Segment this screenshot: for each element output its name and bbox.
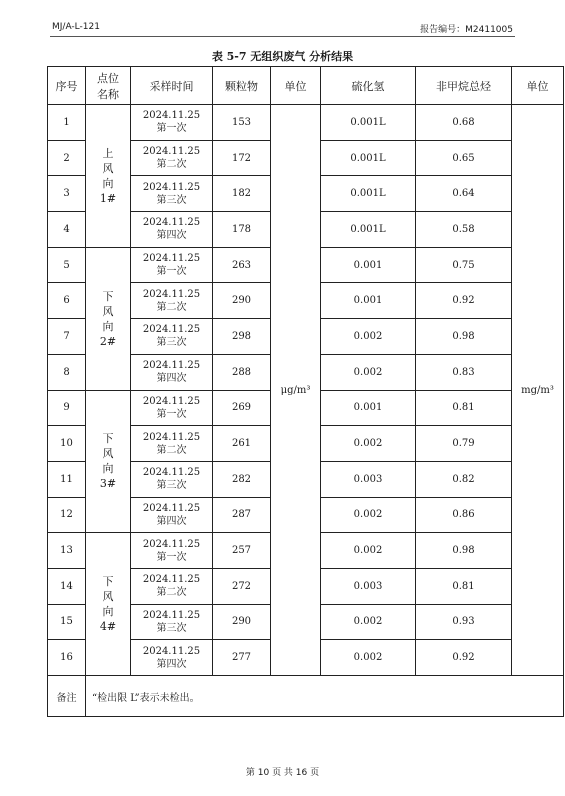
- sampling-round: 第三次: [156, 622, 187, 634]
- row-number: 1: [48, 105, 86, 141]
- h2s-value: 0.001: [321, 247, 416, 283]
- unit-other: mg/m³: [512, 105, 564, 676]
- particulate-value: 290: [213, 283, 271, 319]
- unit-particulate: μg/m³: [271, 105, 321, 676]
- header-particulate: 颗粒物: [213, 67, 271, 105]
- page-footer: 第 10 页 共 16 页: [245, 768, 320, 778]
- h2s-value: 0.002: [321, 319, 416, 355]
- point-name-line: 下: [102, 432, 114, 446]
- nmhc-value: 0.79: [416, 426, 512, 462]
- sampling-time-cell: [131, 247, 213, 283]
- h2s-value: 0.001: [321, 283, 416, 319]
- row-number: 12: [48, 497, 86, 533]
- sampling-time-cell: [131, 640, 213, 676]
- sampling-time-cell: [131, 604, 213, 640]
- nmhc-value: 0.83: [416, 354, 512, 390]
- document-code: MJ/A-L-121: [52, 22, 100, 32]
- sampling-time-cell: [131, 497, 213, 533]
- point-name-line: 风: [102, 590, 114, 604]
- nmhc-value: 0.98: [416, 533, 512, 569]
- row-number: 15: [48, 604, 86, 640]
- h2s-value: 0.002: [321, 640, 416, 676]
- row-number: 2: [48, 140, 86, 176]
- point-name-line: 下: [102, 289, 114, 303]
- point-name-line: 下: [102, 575, 114, 589]
- sampling-date: 2024.11.25: [142, 288, 201, 300]
- particulate-value: 172: [213, 140, 271, 176]
- particulate-value: 288: [213, 354, 271, 390]
- nmhc-value: 0.93: [416, 604, 512, 640]
- point-name-line: 向: [102, 319, 114, 333]
- particulate-value: 153: [213, 105, 271, 141]
- table-header-row: [48, 67, 564, 105]
- point-name-cell: [86, 390, 131, 533]
- sampling-round: 第一次: [156, 266, 187, 278]
- sampling-time-cell: [131, 319, 213, 355]
- sampling-round: 第一次: [156, 408, 187, 420]
- nmhc-value: 0.98: [416, 319, 512, 355]
- point-name-line: 风: [102, 161, 114, 175]
- sampling-time-cell: [131, 568, 213, 604]
- nmhc-value: 0.92: [416, 640, 512, 676]
- sampling-date: 2024.11.25: [142, 502, 201, 514]
- particulate-value: 257: [213, 533, 271, 569]
- sampling-time-cell: [131, 390, 213, 426]
- row-number: 3: [48, 176, 86, 212]
- sampling-round: 第四次: [156, 515, 187, 527]
- nmhc-value: 0.81: [416, 568, 512, 604]
- nmhc-value: 0.65: [416, 140, 512, 176]
- nmhc-value: 0.75: [416, 247, 512, 283]
- report-number: 报告编号：M2411005: [420, 25, 513, 35]
- row-number: 9: [48, 390, 86, 426]
- header-point-line: 名称: [97, 87, 119, 101]
- row-number: 5: [48, 247, 86, 283]
- table-row: [48, 105, 564, 141]
- particulate-value: 287: [213, 497, 271, 533]
- row-number: 10: [48, 426, 86, 462]
- sampling-date: 2024.11.25: [142, 395, 201, 407]
- header-unit: 单位: [271, 67, 321, 105]
- point-name-line: 向: [102, 176, 114, 190]
- sampling-round: 第二次: [156, 587, 187, 599]
- row-number: 16: [48, 640, 86, 676]
- nmhc-value: 0.82: [416, 461, 512, 497]
- row-number: 4: [48, 212, 86, 248]
- point-name-line: 2#: [99, 334, 117, 348]
- sampling-time-cell: [131, 105, 213, 141]
- sampling-round: 第二次: [156, 444, 187, 456]
- header-point-line: 点位: [97, 71, 119, 85]
- sampling-round: 第四次: [156, 658, 187, 670]
- note-row: [48, 676, 564, 717]
- sampling-round: 第一次: [156, 123, 187, 135]
- table-title: 表 5-7 无组织废气 分析结果: [211, 50, 354, 63]
- note-text: “检出限 L”表示未检出。: [86, 676, 564, 717]
- h2s-value: 0.002: [321, 426, 416, 462]
- sampling-date: 2024.11.25: [142, 110, 201, 122]
- note-label: 备注: [48, 676, 86, 717]
- header-h2s: 硫化氢: [321, 67, 416, 105]
- sampling-time-cell: [131, 176, 213, 212]
- row-number: 13: [48, 533, 86, 569]
- sampling-date: 2024.11.25: [142, 324, 201, 336]
- nmhc-value: 0.64: [416, 176, 512, 212]
- point-name-cell: [86, 247, 131, 390]
- sampling-time-cell: [131, 426, 213, 462]
- h2s-value: 0.001: [321, 390, 416, 426]
- row-number: 6: [48, 283, 86, 319]
- point-name-line: 向: [102, 605, 114, 619]
- sampling-date: 2024.11.25: [142, 609, 201, 621]
- h2s-value: 0.003: [321, 461, 416, 497]
- sampling-date: 2024.11.25: [142, 146, 201, 158]
- h2s-value: 0.001L: [321, 212, 416, 248]
- particulate-value: 277: [213, 640, 271, 676]
- nmhc-value: 0.58: [416, 212, 512, 248]
- point-name-cell: [86, 105, 131, 248]
- point-name-line: 3#: [99, 477, 117, 491]
- sampling-date: 2024.11.25: [142, 538, 201, 550]
- sampling-time-cell: [131, 533, 213, 569]
- particulate-value: 261: [213, 426, 271, 462]
- sampling-round: 第四次: [156, 230, 187, 242]
- h2s-value: 0.001L: [321, 140, 416, 176]
- sampling-date: 2024.11.25: [142, 431, 201, 443]
- sampling-date: 2024.11.25: [142, 645, 201, 657]
- nmhc-value: 0.81: [416, 390, 512, 426]
- sampling-date: 2024.11.25: [142, 253, 201, 265]
- sampling-time-cell: [131, 283, 213, 319]
- nmhc-value: 0.92: [416, 283, 512, 319]
- particulate-value: 182: [213, 176, 271, 212]
- point-name-cell: [86, 533, 131, 676]
- nmhc-value: 0.86: [416, 497, 512, 533]
- h2s-value: 0.002: [321, 604, 416, 640]
- header-rule: [50, 36, 515, 37]
- h2s-value: 0.001L: [321, 105, 416, 141]
- header-point: [86, 67, 131, 105]
- particulate-value: 272: [213, 568, 271, 604]
- results-table: [47, 66, 564, 717]
- particulate-value: 298: [213, 319, 271, 355]
- sampling-time-cell: [131, 461, 213, 497]
- sampling-round: 第三次: [156, 337, 187, 349]
- nmhc-value: 0.68: [416, 105, 512, 141]
- h2s-value: 0.001L: [321, 176, 416, 212]
- particulate-value: 178: [213, 212, 271, 248]
- sampling-time-cell: [131, 354, 213, 390]
- header-sampling-time: 采样时间: [131, 67, 213, 105]
- sampling-date: 2024.11.25: [142, 181, 201, 193]
- header-no: 序号: [48, 67, 86, 105]
- h2s-value: 0.003: [321, 568, 416, 604]
- sampling-round: 第三次: [156, 480, 187, 492]
- sampling-round: 第一次: [156, 551, 187, 563]
- sampling-round: 第二次: [156, 159, 187, 171]
- row-number: 8: [48, 354, 86, 390]
- row-number: 7: [48, 319, 86, 355]
- point-name-line: 风: [102, 304, 114, 318]
- point-name-line: 向: [102, 462, 114, 476]
- sampling-round: 第二次: [156, 301, 187, 313]
- row-number: 14: [48, 568, 86, 604]
- sampling-date: 2024.11.25: [142, 217, 201, 229]
- h2s-value: 0.002: [321, 354, 416, 390]
- header-nmhc: 非甲烷总烃: [416, 67, 512, 105]
- sampling-date: 2024.11.25: [142, 360, 201, 372]
- point-name-line: 4#: [99, 620, 117, 634]
- point-name-line: 上: [102, 146, 114, 160]
- sampling-time-cell: [131, 140, 213, 176]
- row-number: 11: [48, 461, 86, 497]
- h2s-value: 0.002: [321, 533, 416, 569]
- header-unit: 单位: [512, 67, 564, 105]
- sampling-round: 第四次: [156, 373, 187, 385]
- particulate-value: 282: [213, 461, 271, 497]
- sampling-date: 2024.11.25: [142, 574, 201, 586]
- particulate-value: 263: [213, 247, 271, 283]
- point-name-line: 1#: [99, 191, 117, 205]
- sampling-round: 第三次: [156, 194, 187, 206]
- point-name-line: 风: [102, 447, 114, 461]
- sampling-time-cell: [131, 212, 213, 248]
- sampling-date: 2024.11.25: [142, 467, 201, 479]
- h2s-value: 0.002: [321, 497, 416, 533]
- particulate-value: 269: [213, 390, 271, 426]
- particulate-value: 290: [213, 604, 271, 640]
